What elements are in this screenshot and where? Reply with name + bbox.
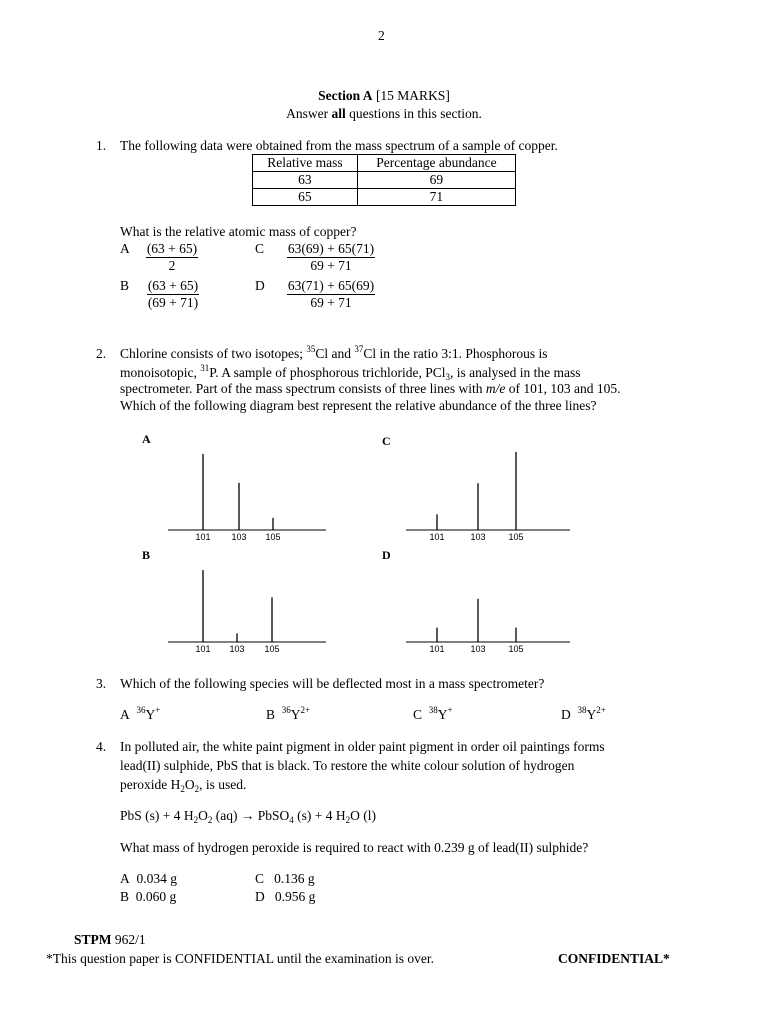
q4-equation bbox=[120, 808, 376, 824]
fraction-numerator: (63 + 65) bbox=[147, 278, 199, 293]
spectrum-c-tick-label: 101 bbox=[429, 532, 445, 542]
q1-option-b-fraction bbox=[142, 278, 204, 311]
element-symbol: Y bbox=[437, 707, 448, 722]
confidential-notice: *This question paper is CONFIDENTIAL until the examination is over. bbox=[46, 951, 434, 966]
option-letter: D bbox=[255, 889, 265, 904]
q4-question: What mass of hydrogen peroxide is required to react with 0.239 g of lead(II) sulphide? bbox=[120, 840, 589, 855]
table-row bbox=[253, 172, 516, 189]
text: PbS (s) + 4 H bbox=[120, 808, 194, 823]
option-value: 0.136 g bbox=[274, 871, 315, 886]
spectrum-d-label: D bbox=[382, 548, 391, 562]
spectrum-d-tick-label: 105 bbox=[508, 644, 524, 654]
option-letter: C bbox=[255, 871, 265, 886]
element-symbol: Y bbox=[290, 707, 301, 722]
text: of 101, 103 and 105. bbox=[505, 381, 621, 396]
text: Chlorine consists of two isotopes; bbox=[120, 346, 307, 361]
q3-number: 3. bbox=[96, 676, 107, 691]
superscript: 35 bbox=[306, 344, 316, 354]
spectrum-c bbox=[404, 450, 574, 545]
q3-option-d bbox=[561, 707, 606, 723]
option-letter: B bbox=[266, 707, 276, 722]
subscript: 2 bbox=[207, 815, 213, 825]
spectrum-a-tick-label: 105 bbox=[265, 532, 281, 542]
table-cell: 71 bbox=[357, 189, 515, 206]
q1-option-c-fraction bbox=[280, 241, 382, 274]
text: Cl in the ratio 3:1. Phosphorous is bbox=[363, 346, 548, 361]
q4-option-b bbox=[120, 889, 176, 905]
paper-code bbox=[74, 932, 146, 948]
paper-code-bold: STPM bbox=[74, 932, 112, 947]
q4-line-1: In polluted air, the white paint pigment in older paint pigment in order oil paintings forms bbox=[120, 739, 605, 754]
q1-option-b-letter: B bbox=[120, 278, 130, 293]
q4-number: 4. bbox=[96, 739, 107, 754]
text: O (l) bbox=[350, 808, 376, 823]
element-symbol: Y bbox=[586, 707, 597, 722]
option-letter: B bbox=[120, 889, 130, 904]
text: (aq) → PbSO bbox=[212, 808, 290, 823]
spectrum-b-tick-label: 103 bbox=[229, 644, 245, 654]
paper-code-number: 962/1 bbox=[111, 932, 146, 947]
section-title-bold: Section A bbox=[318, 88, 373, 103]
table-row bbox=[253, 189, 516, 206]
text: P. A sample of phosphorous trichloride, PCl bbox=[209, 365, 446, 380]
ion-charge: + bbox=[155, 705, 161, 715]
spectrum-a-svg bbox=[166, 450, 336, 545]
spectrum-b-svg bbox=[166, 565, 336, 660]
q1-option-d-fraction bbox=[280, 278, 382, 311]
spectrum-a-label: A bbox=[142, 432, 151, 446]
superscript: 31 bbox=[200, 363, 210, 373]
text: O bbox=[184, 777, 195, 792]
mass-number: 36 bbox=[136, 705, 146, 715]
fraction-denominator: 69 + 71 bbox=[310, 258, 352, 273]
spectrum-d bbox=[404, 565, 574, 660]
confidential-mark: CONFIDENTIAL* bbox=[558, 951, 670, 966]
superscript: 37 bbox=[354, 344, 364, 354]
fraction-denominator: 69 + 71 bbox=[310, 295, 352, 310]
fraction-numerator: 63(69) + 65(71) bbox=[287, 241, 375, 256]
mass-number: 38 bbox=[577, 705, 587, 715]
spectrum-c-svg bbox=[404, 450, 574, 545]
page-number: 2 bbox=[378, 28, 385, 43]
text: (s) + 4 H bbox=[293, 808, 346, 823]
table-header: Percentage abundance bbox=[357, 155, 515, 172]
text: spectrometer. Part of the mass spectrum consists of three lines with bbox=[120, 381, 486, 396]
subscript: 2 bbox=[194, 784, 200, 794]
text: , is used. bbox=[199, 777, 247, 792]
q2-number: 2. bbox=[96, 346, 107, 361]
q1-option-a-letter: A bbox=[120, 241, 130, 256]
q4-option-a bbox=[120, 871, 177, 887]
spectrum-a-tick-label: 103 bbox=[231, 532, 247, 542]
option-letter: C bbox=[413, 707, 423, 722]
spectrum-b-tick-label: 101 bbox=[195, 644, 211, 654]
option-value: 0.956 g bbox=[274, 889, 316, 904]
table-cell: 69 bbox=[357, 172, 515, 189]
q4-option-c bbox=[255, 871, 315, 887]
subscript: 2 bbox=[345, 815, 351, 825]
text: monoisotopic, bbox=[120, 365, 201, 380]
q1-question: What is the relative atomic mass of copper? bbox=[120, 224, 357, 239]
ion-charge: 2+ bbox=[300, 705, 311, 715]
spectrum-c-tick-label: 103 bbox=[470, 532, 486, 542]
fraction-denominator: 2 bbox=[168, 258, 176, 273]
q4-option-d bbox=[255, 889, 315, 905]
q1-option-c-letter: C bbox=[255, 241, 265, 256]
q2-line-1 bbox=[120, 346, 548, 362]
option-value: 0.060 g bbox=[135, 889, 177, 904]
ion-charge: 2+ bbox=[596, 705, 606, 715]
q3-text: Which of the following species will be deflected most in a mass spectrometer? bbox=[120, 676, 545, 691]
spectrum-d-svg bbox=[404, 565, 574, 660]
text: , is analysed in the mass bbox=[450, 365, 581, 380]
instruction-text-end: questions in this section. bbox=[345, 106, 482, 121]
q3-option-a bbox=[120, 707, 160, 723]
ion-charge: + bbox=[447, 705, 453, 715]
q4-line-2: lead(II) sulphide, PbS that is black. To restore the white colour solution of hydrogen bbox=[120, 758, 575, 773]
spectrum-b-label: B bbox=[142, 548, 151, 562]
spectrum-a-tick-label: 101 bbox=[195, 532, 211, 542]
q2-line-4: Which of the following diagram best represent the relative abundance of the three lines? bbox=[120, 398, 597, 413]
option-letter: D bbox=[561, 707, 571, 722]
subscript: 3 bbox=[445, 372, 450, 382]
q3-option-c bbox=[413, 707, 453, 723]
subscript: 2 bbox=[180, 784, 185, 794]
mass-table bbox=[252, 154, 516, 206]
text: peroxide H bbox=[120, 777, 181, 792]
fraction-numerator: 63(71) + 65(69) bbox=[287, 278, 375, 293]
q1-number: 1. bbox=[96, 138, 107, 153]
table-cell: 65 bbox=[253, 189, 358, 206]
spectrum-d-tick-label: 101 bbox=[429, 644, 445, 654]
q3-option-b bbox=[266, 707, 310, 723]
section-title bbox=[0, 88, 768, 104]
spectrum-b bbox=[166, 565, 336, 660]
subscript: 2 bbox=[193, 815, 199, 825]
spectrum-a bbox=[166, 450, 336, 545]
mass-number: 36 bbox=[281, 705, 291, 715]
option-letter: A bbox=[120, 707, 130, 722]
instruction-text: Answer bbox=[286, 106, 332, 121]
section-instruction bbox=[0, 106, 768, 122]
q2-line-2 bbox=[120, 365, 580, 381]
spectrum-c-label: C bbox=[382, 434, 391, 448]
q1-text: The following data were obtained from the mass spectrum of a sample of copper. bbox=[120, 138, 558, 153]
text: O bbox=[198, 808, 208, 823]
subscript: 4 bbox=[289, 815, 294, 825]
section-title-marks: [15 MARKS] bbox=[372, 88, 450, 103]
table-header: Relative mass bbox=[253, 155, 358, 172]
q1-option-a-fraction bbox=[142, 241, 202, 274]
fraction-denominator: (69 + 71) bbox=[147, 295, 199, 310]
spectrum-d-tick-label: 103 bbox=[470, 644, 486, 654]
q1-option-d-letter: D bbox=[255, 278, 265, 293]
mass-number: 38 bbox=[428, 705, 438, 715]
option-letter: A bbox=[120, 871, 130, 886]
fraction-numerator: (63 + 65) bbox=[146, 241, 198, 256]
option-value: 0.034 g bbox=[136, 871, 177, 886]
element-symbol: Y bbox=[145, 707, 156, 722]
spectrum-c-tick-label: 105 bbox=[508, 532, 524, 542]
table-cell: 63 bbox=[253, 172, 358, 189]
italic-text: m/e bbox=[485, 381, 506, 396]
instruction-bold: all bbox=[331, 106, 346, 121]
q2-line-3 bbox=[120, 381, 621, 397]
text: Cl and bbox=[315, 346, 355, 361]
q4-line-3 bbox=[120, 777, 246, 793]
table-header-row bbox=[253, 155, 516, 172]
spectrum-b-tick-label: 105 bbox=[264, 644, 280, 654]
